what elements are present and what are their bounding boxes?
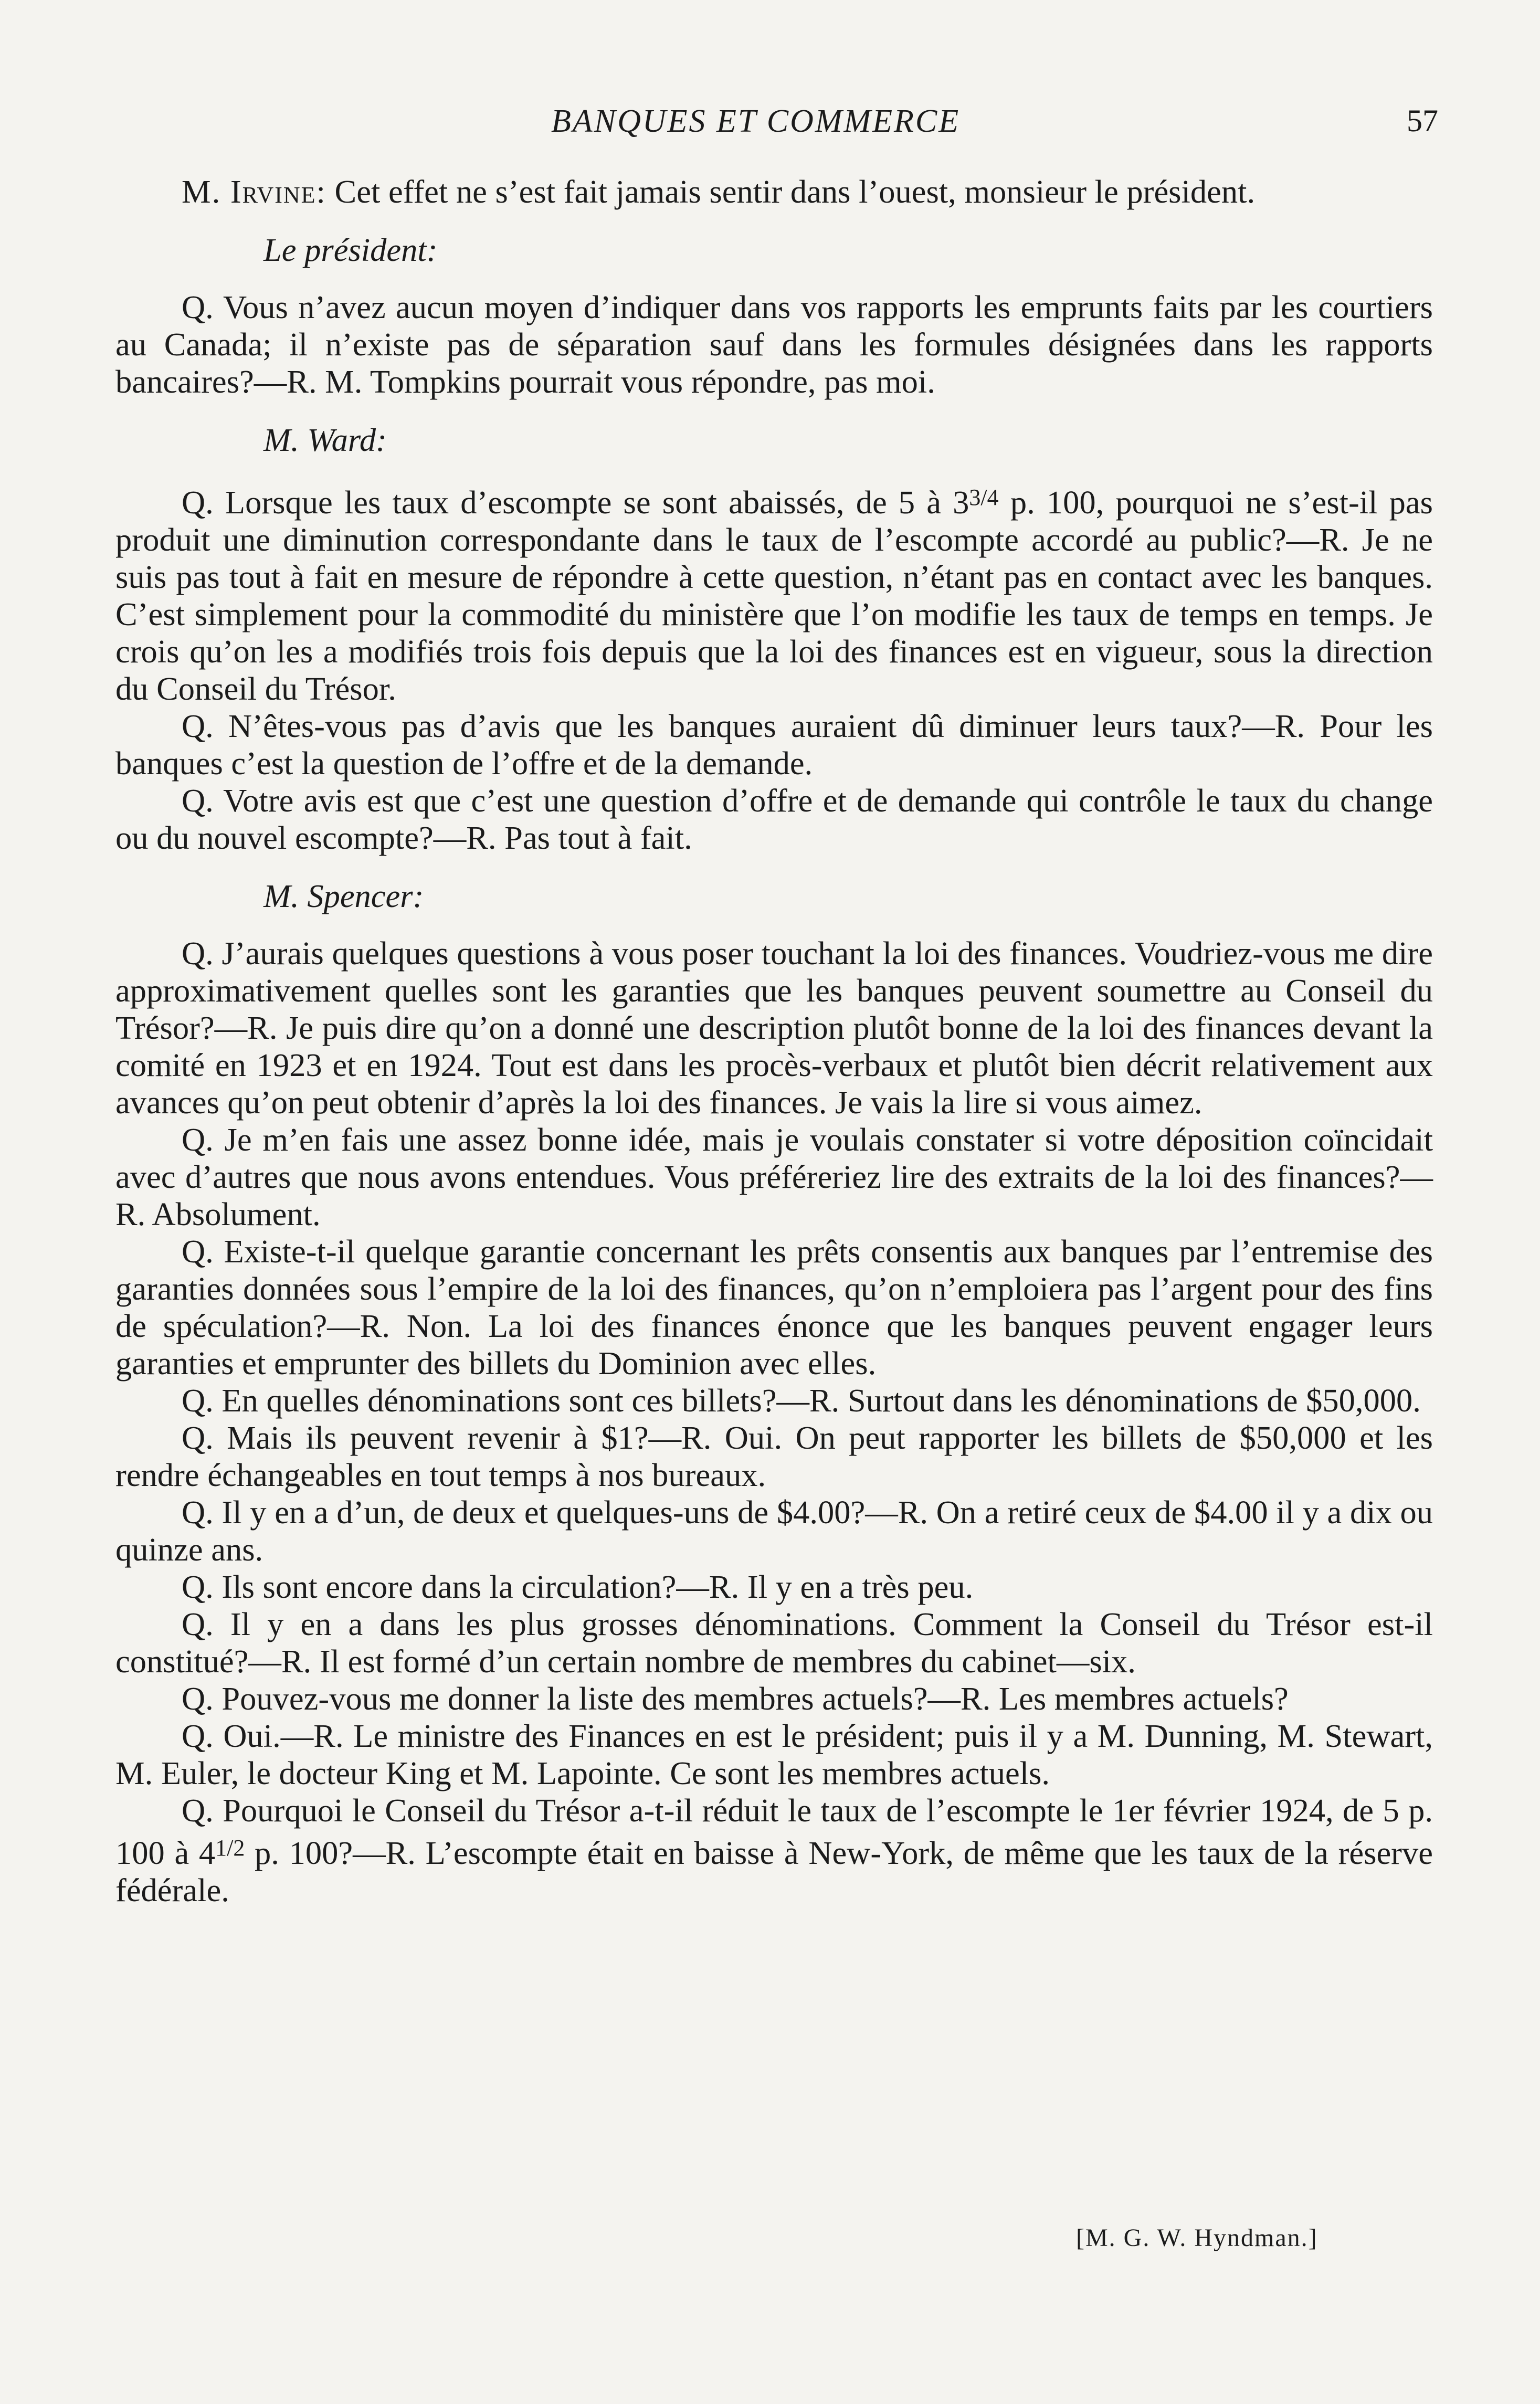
paragraph: Q. Il y en a dans les plus grosses dénominations. Comment la Conseil du Trésor est-il constitué?—R. Il est formé d’un certain nombre de membres du cabinet—six. (115, 1606, 1433, 1680)
fraction: 3/4 (969, 484, 999, 510)
paragraph: Q. Pouvez-vous me donner la liste des membres actuels?—R. Les membres actuels? (182, 1680, 1289, 1717)
paragraph-text: Cet effet ne s’est fait jamais sentir dans l’ouest, monsieur le président. (326, 173, 1256, 210)
fraction: 1/2 (215, 1835, 245, 1861)
page-number: 57 (1407, 103, 1438, 138)
paragraph: Q. J’aurais quelques questions à vous poser touchant la loi des finances. Voudriez-vous me dire approximativement quelles sont les garanties que les banques peuvent soumettre au Conseil du Trésor?—R. Je puis dire qu’on a donné une description plutôt bonne de la loi des finances devant la comité en 1923 et en 1924. Tout est dans les procès-verbaux et plutôt bien décrit relativement aux avances qu’on peut obtenir d’après la loi des finances. Je vais la lire si vous aimez. (115, 935, 1433, 1121)
paragraph: Q. Mais ils peuvent revenir à $1?—R. Oui. On peut rapporter les billets de $50,000 et les rendre échangeables en tout temps à nos bureaux. (115, 1419, 1433, 1493)
paragraph: Q. En quelles dénominations sont ces billets?—R. Surtout dans les dénominations de $50,000. (182, 1382, 1421, 1419)
paragraph: Q. Existe-t-il quelque garantie concernant les prêts consentis aux banques par l’entremise des garanties données sous l’empire de la loi des finances, qu’on n’emploiera pas l’argent pour des fins de spéculation?—R. Non. La loi des finances énonce que les banques peuvent engager leurs garanties et emprunter des billets du Dominion avec elles. (115, 1233, 1433, 1382)
body-text (115, 173, 1433, 1909)
paragraph-text: Q. Lorsque les taux d’escompte se sont abaissés, de 5 à 3 (182, 484, 969, 521)
paragraph-text: p. 100, pourquoi ne s’est-il pas produit une diminution correspondante dans le taux de l’escompte accordé au public?—R. Je ne suis pas tout à fait en mesure de répondre à cette question, n’étant pas en contact avec les banques. C’est simplement pour la commodité du ministère que l’on modifie les taux de temps en temps. Je crois qu’on les a modifiés trois fois depuis que la loi des finances est en vigueur, sous la direction du Conseil du Trésor. (115, 484, 1433, 707)
running-header (0, 103, 1540, 145)
paragraph-text: p. 100?—R. L’escompte était en baisse à New-York, de même que les taux de la réserve fédérale. (115, 1834, 1433, 1909)
paragraph (115, 479, 1433, 708)
speaker-heading: Le président: (263, 231, 438, 268)
paragraph: Q. Oui.—R. Le ministre des Finances en est le président; puis il y a M. Dunning, M. Stewart, M. Euler, le docteur King et M. Lapointe. Ce sont les membres actuels. (115, 1717, 1433, 1791)
paragraph: Q. Ils sont encore dans la circulation?—R. Il y en a très peu. (182, 1568, 974, 1605)
paragraph (115, 173, 1433, 210)
paragraph: Q. Votre avis est que c’est une question d’offre et de demande qui contrôle le taux du change ou du nouvel escompte?—R. Pas tout à fait. (115, 782, 1433, 856)
speaker-reference: [M. G. W. Hyndman.] (1076, 2224, 1318, 2252)
speaker-heading: M. Spencer: (263, 878, 424, 914)
paragraph: Q. Je m’en fais une assez bonne idée, mais je voulais constater si votre déposition coïncidait avec d’autres que nous avons entendues. Vous préféreriez lire des extraits de la loi des finances?—R. Absolument. (115, 1121, 1433, 1232)
paragraph: Q. N’êtes-vous pas d’avis que les banques auraient dû diminuer leurs taux?—R. Pour les banques c’est la question de l’offre et de la demande. (115, 708, 1433, 782)
speaker-heading: M. Ward: (263, 421, 387, 458)
paragraph: Q. Vous n’avez aucun moyen d’indiquer dans vos rapports les emprunts faits par les courtiers au Canada; il n’existe pas de séparation sauf dans les formules désignées dans les rapports bancaires?—R. M. Tompkins pourrait vous répondre, pas moi. (115, 289, 1433, 400)
paragraph (115, 1792, 1433, 1909)
paragraph-text: Q. Pourquoi le Conseil du Trésor a-t-il réduit le taux de l’escompte le 1er février 1924, de 5 p. 100 à 4 (115, 1792, 1433, 1871)
speaker-name: M. Irvine: (182, 173, 326, 210)
running-title: BANQUES ET COMMERCE (551, 103, 961, 139)
paragraph: Q. Il y en a d’un, de deux et quelques-uns de $4.00?—R. On a retiré ceux de $4.00 il y a dix ou quinze ans. (115, 1494, 1433, 1568)
